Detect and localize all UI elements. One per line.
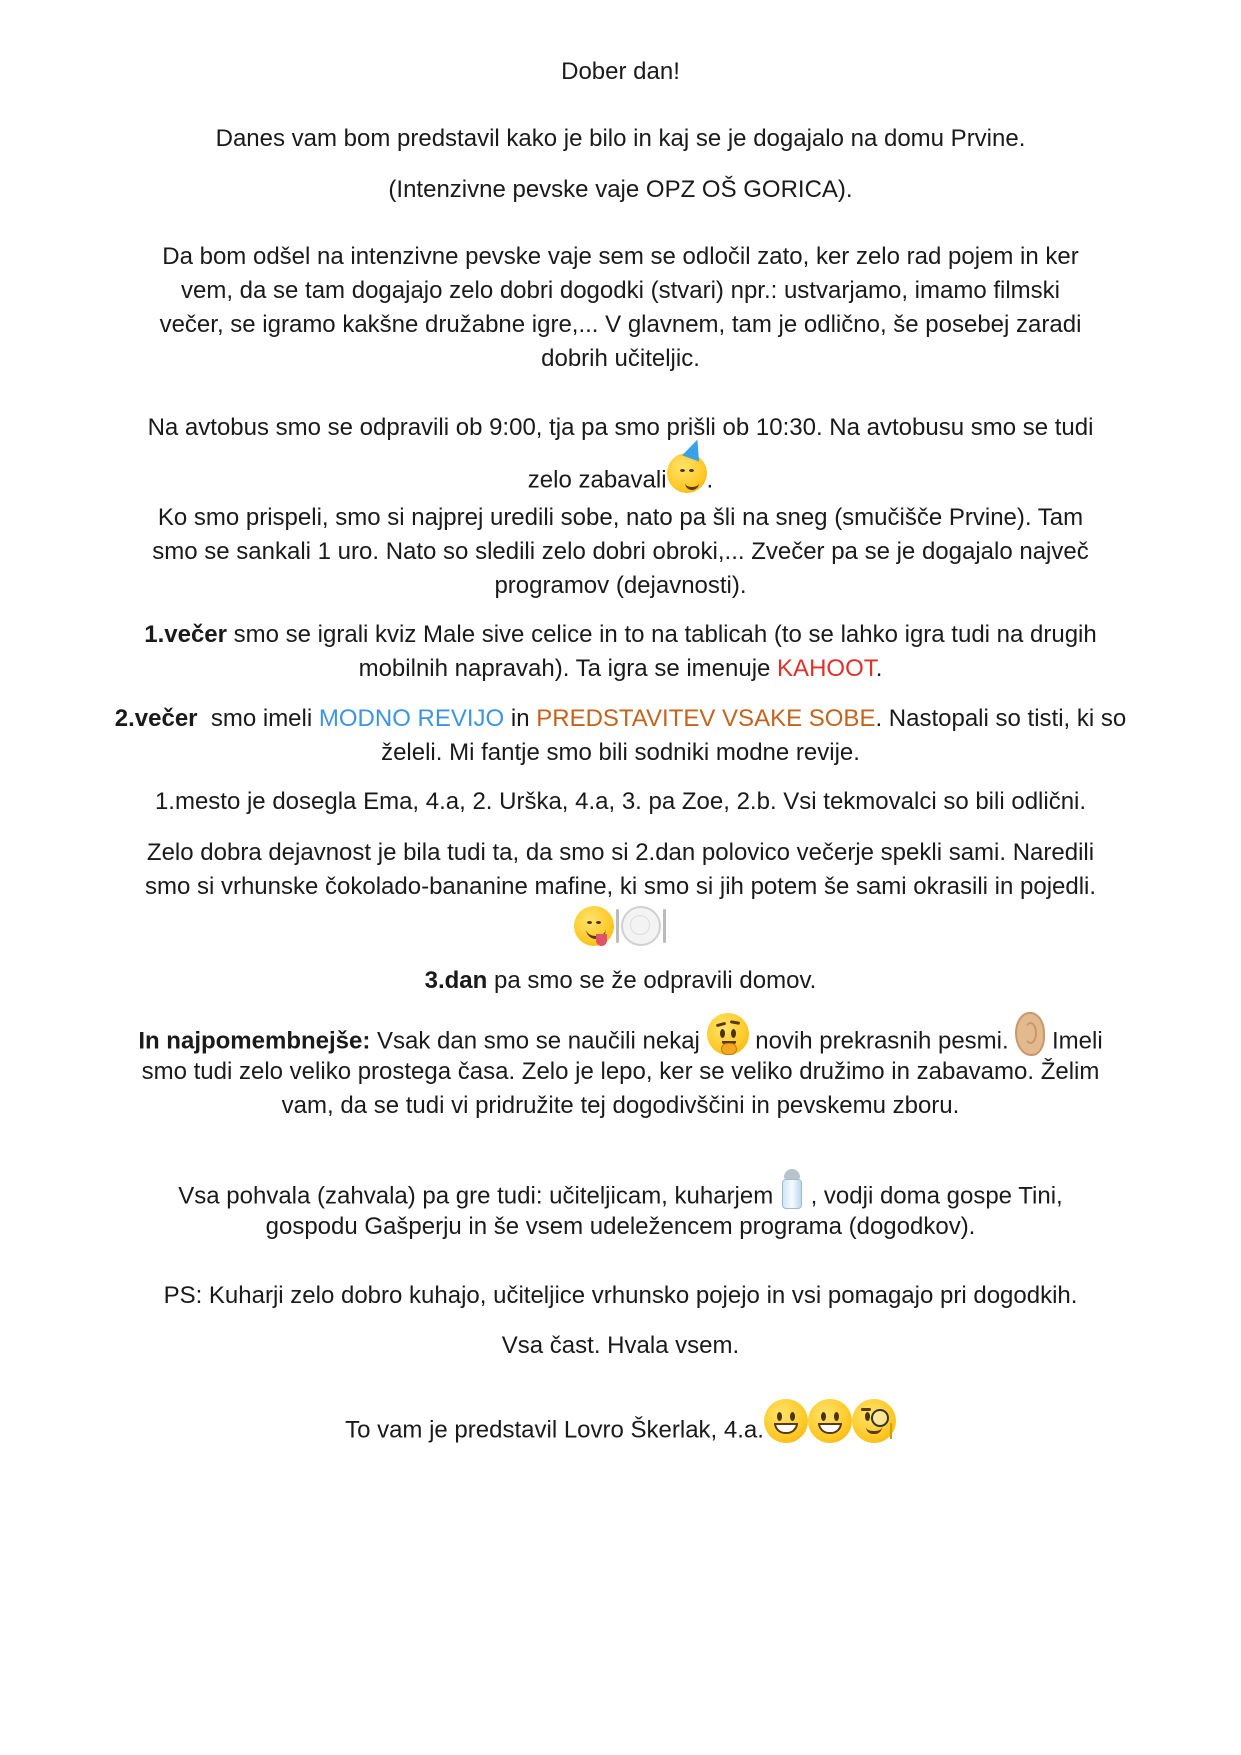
paragraph-2-line-1: Na avtobus smo se odpravili ob 9:00, tja pa smo prišli ob 10:30. Na avtobusu smo se tudi [147, 414, 1094, 441]
paragraph-1-line-4: dobrih učiteljic. [541, 345, 700, 372]
thanks-line-2: gospodu Gašperju in še vsem udeležencem programa (dogodkov). [265, 1213, 976, 1240]
greeting: Dober dan! [561, 58, 680, 85]
paragraph-2-end: . [706, 466, 714, 494]
evening-2-line-2: želeli. Mi fantje smo bili sodniki modne revije. [381, 739, 860, 766]
paragraph-3-line-1: Ko smo prispeli, smo si najprej uredili sobe, nato pa šli na sneg (smučišče Prvine). Tam [157, 504, 1084, 531]
important-text-b: novih prekrasnih pesmi. [748, 1027, 1016, 1055]
thanks-line-1 [0, 1177, 1241, 1217]
results-line: 1.mesto je dosegla Ema, 4.a, 2. Urška, 4.a, 3. pa Zoe, 2.b. Vsi tekmovalci so bili odlični. [154, 788, 1087, 815]
face-with-monocle-icon [852, 1399, 896, 1443]
evening-1-text: smo se igrali kviz Male sive celice in to na tablicah (to se lahko igra tudi na drugih [226, 621, 1097, 648]
grinning-face-icon [764, 1399, 808, 1443]
important-line-2: smo tudi zelo veliko prostega časa. Zelo je lepo, ker se veliko družimo in zabavamo. Želim [141, 1058, 1100, 1085]
paragraph-3-line-3: programov (dejavnosti). [494, 572, 747, 599]
day-3-label: 3.dan [424, 967, 488, 994]
important-text-a: Vsak dan smo se naučili nekaj [370, 1027, 707, 1055]
partying-face-icon [667, 453, 707, 493]
face-savoring-food-icon [574, 906, 614, 946]
predstavitev-highlight: PREDSTAVITEV VSAKE SOBE [536, 705, 876, 732]
important-line-3: vam, da se tudi vi pridružite tej dogodivščini in pevskemu zboru. [281, 1092, 960, 1119]
thinking-face-icon [707, 1013, 749, 1055]
evening-1-end: . [875, 655, 883, 682]
baking-line-1: Zelo dobra dejavnost je bila tudi ta, da smo si 2.dan polovico večerje spekli sami. Naredili [146, 839, 1095, 866]
baking-line-2: smo si vrhunske čokolado-bananine mafine, ki smo si jih potem še sami okrasili in pojedli. [144, 873, 1097, 900]
evening-2-pre: smo imeli [197, 705, 319, 732]
evening-2-label: 2.večer [114, 705, 198, 732]
evening-2-post: . Nastopali so tisti, ki so [875, 705, 1127, 732]
intro-sub: (Intenzivne pevske vaje OPZ OŠ GORICA). [388, 176, 853, 203]
important-label: In najpomembnejše: [138, 1027, 371, 1055]
intro-line: Danes vam bom predstavil kako je bilo in kaj se je dogajalo na domu Prvine. [215, 125, 1026, 152]
paragraph-2-text: zelo zabavali [527, 466, 667, 494]
day-3-line [0, 966, 1241, 996]
ear-icon [1015, 1012, 1045, 1056]
paragraph-2-line-2 [0, 461, 1241, 501]
evening-1-label: 1.večer [144, 621, 227, 648]
important-text-c: Imeli [1045, 1027, 1103, 1055]
evening-1-line-2 [0, 654, 1241, 684]
modno-revijo-highlight: MODNO REVIJO [318, 705, 505, 732]
paragraph-1-line-3: večer, se igramo kakšne družabne igre,... V glavnem, tam je odlično, še posebej zaradi [159, 311, 1082, 338]
paragraph-1-line-1: Da bom odšel na intenzivne pevske vaje sem se odločil zato, ker zelo rad pojem in ker [162, 243, 1079, 270]
evening-1-line-1 [0, 620, 1241, 650]
thanks-text-a: Vsa pohvala (zahvala) pa gre tudi: učiteljicam, kuharjem [178, 1182, 780, 1210]
honor-line: Vsa čast. Hvala vsem. [501, 1332, 740, 1359]
ps-line: PS: Kuharji zelo dobro kuhajo, učiteljice vrhunsko pojejo in vsi pomagajo pri dogodkih. [163, 1282, 1078, 1309]
kahoot-highlight: KAHOOT [777, 655, 876, 682]
day-3-text: pa smo se že odpravili domov. [487, 967, 817, 994]
grinning-face-icon [808, 1399, 852, 1443]
thanks-text-b: , vodji doma gospe Tini, [803, 1182, 1063, 1210]
salt-shaker-icon [780, 1169, 804, 1209]
fork-knife-plate-icon [614, 906, 668, 946]
signature-line [0, 1409, 1241, 1453]
paragraph-3-line-2: smo se sankali 1 uro. Nato so sledili zelo dobri obroki,... Zvečer pa se je dogajalo največ [152, 538, 1089, 565]
evening-1-text-2: mobilnih napravah). Ta igra se imenuje [358, 655, 778, 682]
signature-text: To vam je predstavil Lovro Škerlak, 4.a. [345, 1416, 764, 1444]
baking-emoji-line [0, 906, 1241, 950]
evening-2-line-1 [0, 704, 1241, 734]
evening-2-mid: in [504, 705, 537, 732]
paragraph-1-line-2: vem, da se tam dogajajo zelo dobri dogodki (stvari) npr.: ustvarjamo, imamo filmski [180, 277, 1061, 304]
